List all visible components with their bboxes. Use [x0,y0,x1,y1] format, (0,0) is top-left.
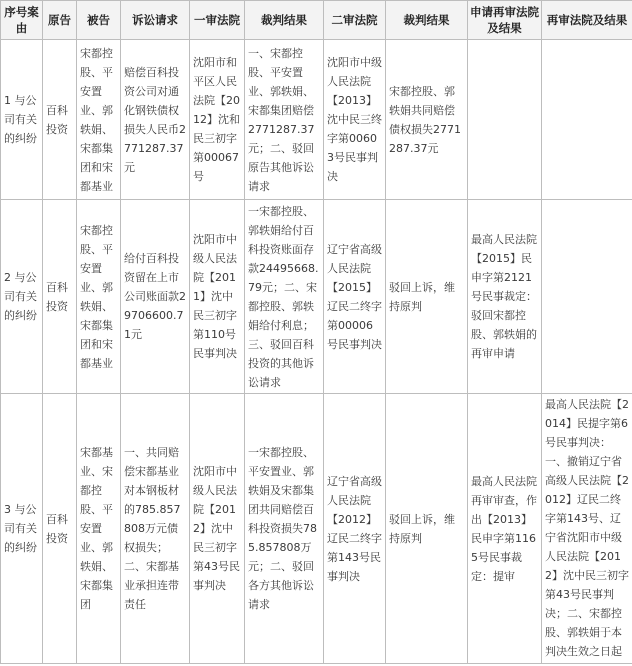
cell-seq: 1 与公司有关的纠纷 [1,40,43,200]
cell-court1: 沈阳市中级人民法院【2012】沈中民三初字第43号民事判决 [190,394,245,664]
cell-court1: 沈阳市中级人民法院【2011】沈中民三初字第110号民事判决 [190,200,245,394]
cell-result1: 一宋都控股、平安置业、郭轶娟及宋都集团共同赔偿百科投资损失785.857808万元；二、驳回各方其他诉讼请求 [245,394,324,664]
cell-retrial-app: 最高人民法院再审审查，作出【2013】民申字第1165号民事裁定：提审 [468,394,542,664]
header-retrial-app: 申请再审法院及结果 [468,1,542,40]
header-court1: 一审法院 [190,1,245,40]
cell-result1: 一、宋都控股、平安置业、郭轶娟、宋都集团赔偿2771287.37元；二、驳回原告其他诉讼请求 [245,40,324,200]
header-retrial: 再审法院及结果 [542,1,632,40]
header-claim: 诉讼请求 [121,1,190,40]
cell-claim: 一、共同赔偿宋都基业对本钢板材的785.857808万元债权损失；二、宋都基业承担连带责任 [121,394,190,664]
cell-retrial [542,200,632,394]
table-row [1,40,632,200]
cell-court2: 沈阳市中级人民法院【2013】沈中民三终字第00603号民事判决 [324,40,386,200]
cell-claim: 给付百科投资留在上市公司账面款29706600.71元 [121,200,190,394]
cell-result2: 宋都控股、郭轶娟共同赔偿债权损失2771287.37元 [386,40,468,200]
cell-retrial: 最高人民法院【2014】民提字第6号民事判决：一、撤销辽宁省高级人民法院【2012】辽民二终字第143号、辽宁省沈阳市中级人民法院【2012】沈中民三初字第43号民事判决；二、宋都控股、郭轶娟于本判决生效之日起 [542,394,632,664]
table-row [1,394,632,664]
header-defendant: 被告 [77,1,121,40]
header-result1: 裁判结果 [245,1,324,40]
cell-seq: 2 与公司有关的纠纷 [1,200,43,394]
cell-seq: 3 与公司有关的纠纷 [1,394,43,664]
table-row [1,200,632,394]
cell-result1: 一宋都控股、郭轶娟给付百科投资账面存款24495668.79元；二、宋都控股、郭轶娟给付利息；三、驳回百科投资的其他诉讼请求 [245,200,324,394]
cell-defendant: 宋都控股、平安置业、郭轶娟、宋都集团和宋都基业 [77,200,121,394]
cell-retrial-app: 最高人民法院【2015】民申字第2121号民事裁定：驳回宋都控股、郭轶娟的再审申请 [468,200,542,394]
cell-defendant: 宋都基业、宋都控股、平安置业、郭轶娟、宋都集团 [77,394,121,664]
cell-result2: 驳回上诉，维持原判 [386,200,468,394]
cell-court2: 辽宁省高级人民法院【2012】辽民二终字第143号民事判决 [324,394,386,664]
header-court2: 二审法院 [324,1,386,40]
cell-plaintiff: 百科投资 [43,200,77,394]
cell-retrial [542,40,632,200]
cell-court2: 辽宁省高级人民法院【2015】辽民二终字第00006号民事判决 [324,200,386,394]
cell-plaintiff: 百科投资 [43,394,77,664]
cell-result2: 驳回上诉，维持原判 [386,394,468,664]
cell-defendant: 宋都控股、平安置业、郭轶娟、宋都集团和宋都基业 [77,40,121,200]
header-row [1,1,632,40]
header-plaintiff: 原告 [43,1,77,40]
cell-retrial-app [468,40,542,200]
cell-claim: 赔偿百科投资公司对通化钢铁债权损失人民币2771287.37元 [121,40,190,200]
header-seq: 序号案由 [1,1,43,40]
cell-plaintiff: 百科投资 [43,40,77,200]
header-result2: 裁判结果 [386,1,468,40]
cell-court1: 沈阳市和平区人民法院【2012】沈和民三初字第00067号 [190,40,245,200]
